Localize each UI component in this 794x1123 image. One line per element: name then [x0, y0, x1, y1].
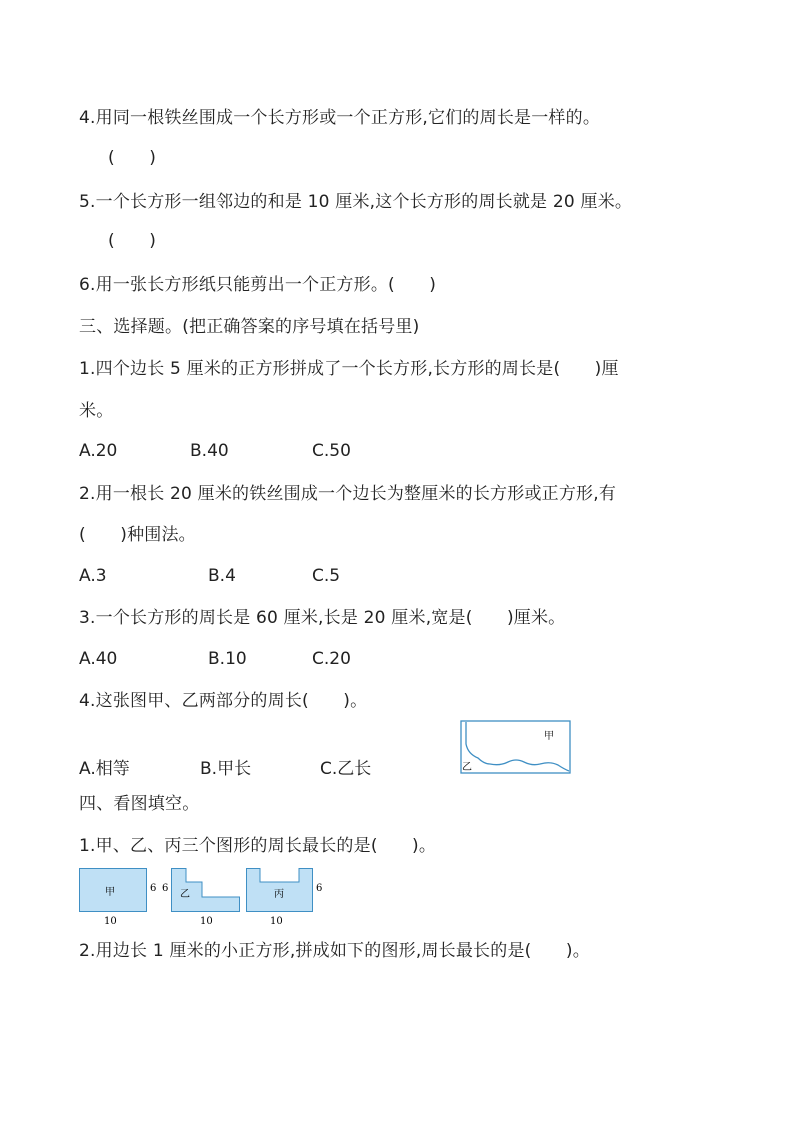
shape-bing-height: 6 [316, 883, 323, 894]
shape-jia-width: 10 [104, 916, 117, 927]
section3-heading: 三、选择题。(把正确答案的序号填在括号里) [79, 317, 420, 337]
jia-yi-split-figure [460, 720, 572, 775]
choice-q4-option-c: C.乙长 [320, 759, 372, 779]
shape-bing-svg [245, 866, 330, 928]
choice-q1-line2: 米。 [79, 401, 114, 421]
choice-q3-option-c: C.20 [312, 649, 351, 669]
choice-q4-option-a: A.相等 [79, 759, 130, 779]
section4-heading: 四、看图填空。 [79, 794, 200, 814]
choice-q2-option-b: B.4 [208, 566, 236, 586]
judge-q5-answer-bracket: ( ) [108, 231, 157, 251]
shape-yi-figure [160, 866, 245, 928]
jia-yi-split-figure-svg [460, 720, 572, 775]
choice-q4-line1: 4.这张图甲、乙两部分的周长( )。 [79, 691, 368, 711]
judge-q4-answer-bracket: ( ) [108, 148, 157, 168]
choice-q2-option-a: A.3 [79, 566, 107, 586]
shape-jia-label: 甲 [105, 887, 115, 898]
shape-jia-figure [79, 866, 169, 928]
choice-q2-line1: 2.用一根长 20 厘米的铁丝围成一个边长为整厘米的长方形或正方形,有 [79, 484, 617, 504]
choice-q1-line1: 1.四个边长 5 厘米的正方形拼成了一个长方形,长方形的周长是( )厘 [79, 359, 619, 379]
choice-q3-line1: 3.一个长方形的周长是 60 厘米,长是 20 厘米,宽是( )厘米。 [79, 608, 566, 628]
shape-bing-figure [245, 866, 330, 928]
judge-q4-line1: 4.用同一根铁丝围成一个长方形或一个正方形,它们的周长是一样的。 [79, 108, 601, 128]
shape-bing-label: 丙 [274, 889, 284, 900]
shape-yi-label: 乙 [180, 889, 190, 900]
shape-jia-height: 6 [150, 883, 157, 894]
fill-q2-line1: 2.用边长 1 厘米的小正方形,拼成如下的图形,周长最长的是( )。 [79, 941, 590, 961]
choice-q4-option-b: B.甲长 [200, 759, 252, 779]
choice-q3-option-a: A.40 [79, 649, 118, 669]
fill-q1-line1: 1.甲、乙、丙三个图形的周长最长的是( )。 [79, 836, 437, 856]
judge-q6-line1: 6.用一张长方形纸只能剪出一个正方形。( ) [79, 275, 437, 295]
choice-q2-line2: ( )种围法。 [79, 525, 196, 545]
shape-bing-width: 10 [270, 916, 283, 927]
region-jia-label: 甲 [544, 731, 554, 742]
choice-q1-option-c: C.50 [312, 441, 351, 461]
choice-q1-option-a: A.20 [79, 441, 118, 461]
shape-yi-svg [160, 866, 245, 928]
judge-q5-line1: 5.一个长方形一组邻边的和是 10 厘米,这个长方形的周长就是 20 厘米。 [79, 192, 633, 212]
choice-q1-option-b: B.40 [190, 441, 229, 461]
shape-yi-height: 6 [162, 883, 169, 894]
shape-jia-svg [79, 866, 169, 928]
shape-yi-width: 10 [200, 916, 213, 927]
choice-q3-option-b: B.10 [208, 649, 247, 669]
region-yi-label: 乙 [462, 762, 472, 773]
choice-q2-option-c: C.5 [312, 566, 341, 586]
